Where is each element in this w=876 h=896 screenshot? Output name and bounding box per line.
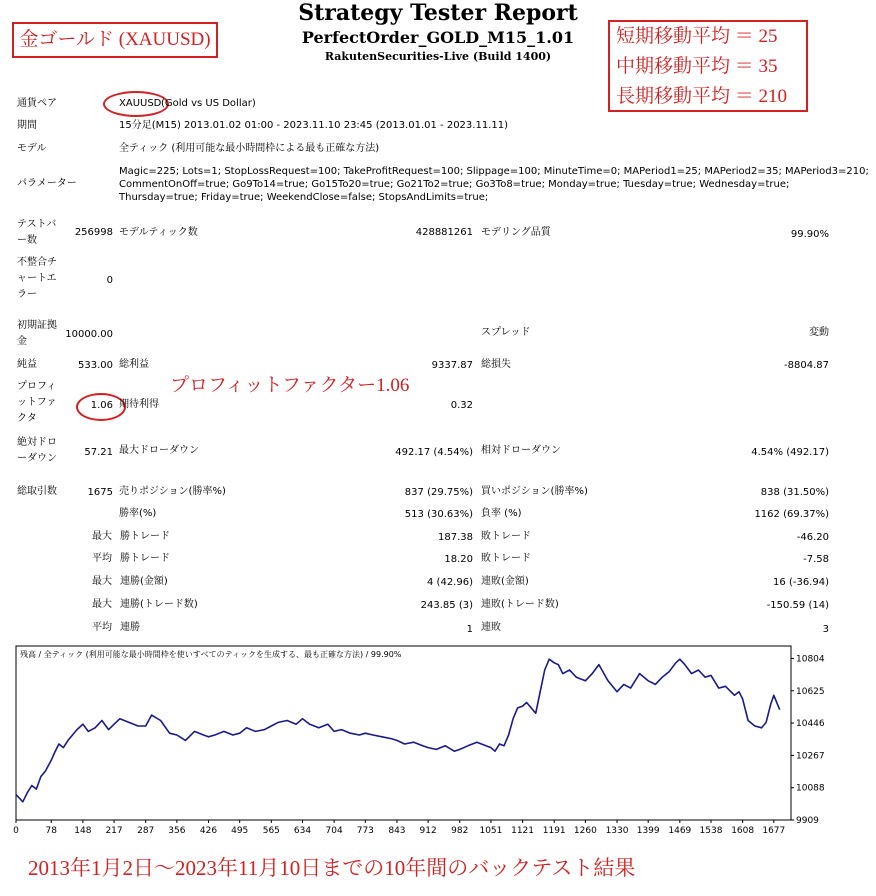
x-tick-label: 1051 [479,826,503,836]
params-line1: Magic=225; Lots=1; StopLossRequest=100; TakeProfitRequest=100; Slippage=100; MinuteTime=0; MAPeriod1=25; MAPeriod2=35; MAPeriod3=210; [119,166,869,177]
max-cons-lossamt-value: -150.59 (14) [766,600,829,611]
gold-annotation: 金ゴールド (XAUUSD) [12,22,218,58]
avg-cons-loss-value: 3 [822,624,829,635]
x-tick-label: 1191 [542,826,566,836]
short-value: 837 (29.75%) [404,487,473,498]
quality-value: 99.90% [790,229,829,240]
model-label: モデル [17,143,47,154]
x-tick-label: 426 [199,826,218,836]
chart-x-ticks [13,820,785,836]
x-tick-label: 912 [419,826,437,836]
winrate-value: 513 (30.63%) [404,509,473,520]
footer-annotation: 2013年1月2日～2023年11月10日までの10年間のバックテスト結果 [28,856,636,880]
gross-loss-label: 総損失 [481,359,511,370]
x-tick-label: 1608 [731,826,755,836]
gross-profit-label: 総利益 [119,359,149,370]
avg-win-value: 18.20 [444,554,473,565]
y-tick-label: 10088 [796,783,825,794]
x-tick-label: 1677 [762,826,786,836]
max-label-2: 最大 [92,576,112,587]
x-tick-label: 1260 [573,826,597,836]
lossrate-label: 負率 (%) [481,508,522,519]
bars-value: 256998 [74,227,113,238]
pf-label-3: クタ [17,413,37,424]
x-tick-label: 78 [45,826,57,836]
net-label: 純益 [17,359,37,370]
model-value: 全ティック (利用可能な最小時間枠による最も正確な方法) [119,143,380,154]
x-tick-label: 0 [13,826,19,836]
x-tick-label: 704 [325,826,343,836]
pair-symbol: XAUUSD [119,98,162,109]
expected-value: 0.32 [450,400,473,411]
gross-loss-value: -8804.87 [784,360,829,371]
largest-loss-value: -46.20 [796,532,829,543]
trades-label: 総取引数 [17,486,57,497]
ma-short-note: 短期移動平均 ＝ 25 [616,26,778,47]
max-cons-profit-label: 連勝(トレード数) [120,599,198,610]
avg-loss-label: 敗トレード [481,553,531,564]
avg-label-1: 平均 [92,553,112,564]
max-cons-profit-value: 243.85 (3) [420,600,473,611]
mismatch-label-1: 不整合チ [17,257,57,268]
long-label: 買いポジション(勝率%) [481,486,588,497]
pair-label: 通貨ペア [17,98,57,109]
spread-label: スプレッド [481,327,531,338]
max-cons-lossamt-label: 連敗(トレード数) [481,599,559,610]
y-tick-label: 10804 [796,654,825,665]
deposit-value: 10000.00 [65,329,113,340]
bars-label-1: テストバ [17,219,57,230]
params-line3: Thursday=true; Friday=true; WeekendClose=false; StopsAndLimits=true; [119,192,489,203]
ticks-label: モデルティック数 [119,227,198,238]
bars-label-2: ー数 [17,235,37,246]
expected-label: 期待利得 [119,399,159,410]
ma-annotation-box [608,20,808,112]
absdd-label-1: 絶対ドロ [17,437,57,448]
absdd-label-2: ーダウン [17,453,57,464]
chart-frame [16,646,791,820]
largest-win-label: 勝トレード [120,531,170,542]
y-tick-label: 10446 [796,719,825,730]
max-label-1: 最大 [92,531,112,542]
ma-long-note: 長期移動平均 ＝ 210 [616,86,788,107]
params-label: パラメーター [17,178,77,189]
deposit-label-1: 初期証拠 [17,320,57,331]
period-value: 15分足(M15) 2013.01.02 01:00 - 2023.11.10 23:45 (2013.01.01 - 2023.11.11) [119,120,508,131]
x-tick-label: 982 [451,826,469,836]
avg-win-label: 勝トレード [120,553,170,564]
params-line2: CommentOnOff=true; Go9To14=true; Go15To20=true; Go21To2=true; Go3To8=true; Monday=true; Tuesday=true; Wednesday=true; [119,179,790,190]
gross-profit-value: 9337.87 [431,360,473,371]
chart-y-ticks [791,654,825,826]
report-title: Strategy Tester Report [298,0,578,26]
y-tick-label: 9909 [796,816,819,826]
y-tick-label: 10267 [796,751,825,762]
max-cons-win-label: 連勝(金額) [120,576,168,587]
largest-win-value: 187.38 [438,532,473,543]
x-tick-label: 773 [356,826,374,836]
mismatch-label-2: ャートエ [17,273,57,284]
x-tick-label: 217 [105,826,123,836]
ticks-value: 428881261 [415,227,473,238]
short-label: 売りポジション(勝率%) [119,486,226,497]
winrate-label: 勝率(%) [119,508,157,519]
pf-annotation: プロフィットファクター1.06 [170,375,410,396]
avg-cons-win-label: 連勝 [120,622,140,633]
lossrate-value: 1162 (69.37%) [754,509,829,520]
absdd-value: 57.21 [84,447,113,458]
x-tick-label: 634 [293,826,312,836]
spread-value: 変動 [809,327,829,338]
max-cons-loss-label: 連敗(金額) [481,576,529,587]
deposit-label-2: 金 [17,336,27,347]
net-value: 533.00 [78,360,113,371]
mismatch-label-3: ラー [17,289,37,300]
avg-cons-win-value: 1 [466,624,473,635]
pf-value: 1.06 [90,400,113,411]
ma-mid-note: 中期移動平均 ＝ 35 [616,56,778,77]
mismatch-value: 0 [106,275,113,286]
largest-loss-label: 敗トレード [481,531,531,542]
pf-label-2: ットファ [17,397,57,408]
x-tick-label: 1538 [699,826,723,836]
max-cons-win-value: 4 (42.96) [427,577,473,588]
maxdd-value: 492.17 (4.54%) [395,447,473,458]
trades-value: 1675 [87,487,113,498]
x-tick-label: 1330 [605,826,629,836]
pf-label-1: プロフィ [17,381,57,392]
balance-chart [0,640,876,840]
x-tick-label: 287 [137,826,155,836]
max-cons-loss-value: 16 (-36.94) [773,577,829,588]
long-value: 838 (31.50%) [760,487,829,498]
period-label: 期間 [17,120,37,131]
x-tick-label: 843 [388,826,406,836]
avg-cons-loss-label: 連敗 [481,622,501,633]
x-tick-label: 565 [262,826,280,836]
report-subtitle: PerfectOrder_GOLD_M15_1.01 [301,28,575,47]
x-tick-label: 1399 [636,826,660,836]
avg-label-2: 平均 [92,622,112,633]
report-build: RakutenSecurities-Live (Build 1400) [324,50,552,63]
x-tick-label: 1121 [511,826,535,836]
reldd-value: 4.54% (492.17) [751,447,829,458]
x-tick-label: 1469 [668,826,692,836]
x-tick-label: 495 [231,826,249,836]
max-label-3: 最大 [92,599,112,610]
y-tick-label: 10625 [796,686,825,697]
quality-label: モデリング品質 [481,227,551,238]
x-tick-label: 148 [74,826,92,836]
pair-desc: (Gold vs US Dollar) [161,98,256,109]
reldd-label: 相対ドローダウン [481,445,561,456]
chart-title: 残高 / 全ティック (利用可能な最小時間枠を使いすべてのティックを生成する、最も正確な方法) / 99.90% [20,650,402,659]
maxdd-label: 最大ドローダウン [119,445,199,456]
x-tick-label: 356 [168,826,186,836]
avg-loss-value: -7.58 [803,554,829,565]
